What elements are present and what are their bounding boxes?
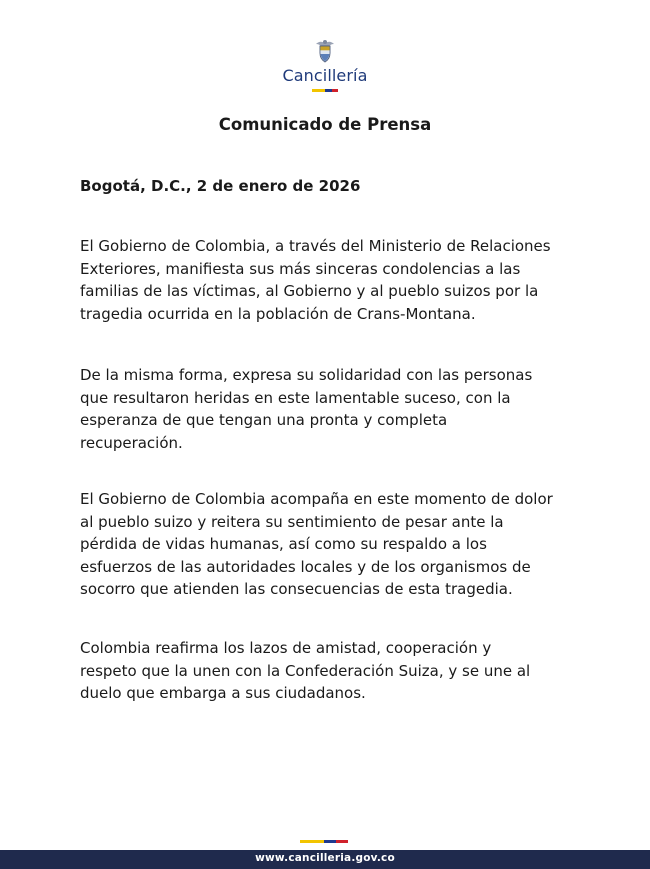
brand-name: Cancillería [282,66,368,85]
flag-yellow [312,89,325,92]
text-line: socorro que atienden las consecuencias de esta tragedia. [80,580,513,598]
text-line: respeto que la unen con la Confederación Suiza, y se une al [80,661,531,680]
text-line: Exteriores, manifiesta sus más sinceras condolencias a las [80,259,521,278]
text-line: esperanza de que tengan una pronta y completa [80,411,448,429]
flag-red [336,840,348,843]
document-title: Comunicado de Prensa [218,115,432,134]
flag-yellow [300,840,324,843]
text-line: recuperación. [80,433,183,452]
coat-of-arms-icon [314,38,336,64]
text-line: De la misma forma, expresa su solidaridad con las personas [80,366,533,384]
paragraph-condolences [80,235,580,325]
text-line: familias de las víctimas, al Gobierno y al pueblo suizos por la [80,282,539,300]
flag-red [332,89,339,92]
text-line: duelo que embarga a sus ciudadanos. [80,684,366,702]
dateline: Bogotá, D.C., 2 de enero de 2026 [80,177,361,195]
flag-stripe [312,89,338,92]
footer-flag-stripe [300,840,348,843]
text-line: tragedia ocurrida en la población de Crans-Montana. [80,304,476,323]
cancilleria-logo [0,38,650,92]
text-line: pérdida de vidas humanas, así como su respaldo a los [80,535,487,553]
text-line: al pueblo suizo y reitera su sentimiento de pesar ante la [80,512,504,531]
text-line: que resultaron heridas en este lamentable suceso, con la [80,388,511,407]
text-line: Colombia reafirma los lazos de amistad, cooperación y [80,639,492,657]
text-line: esfuerzos de las autoridades locales y de los organismos de [80,557,531,576]
footer-url[interactable]: www.cancilleria.gov.co [255,852,395,864]
paragraph-solidarity [80,364,580,454]
flag-blue [324,840,336,843]
paragraph-friendship [80,637,580,705]
text-line: El Gobierno de Colombia acompaña en este momento de dolor [80,490,553,508]
text-line: El Gobierno de Colombia, a través del Ministerio de Relaciones [80,237,551,255]
paragraph-support [80,488,580,601]
